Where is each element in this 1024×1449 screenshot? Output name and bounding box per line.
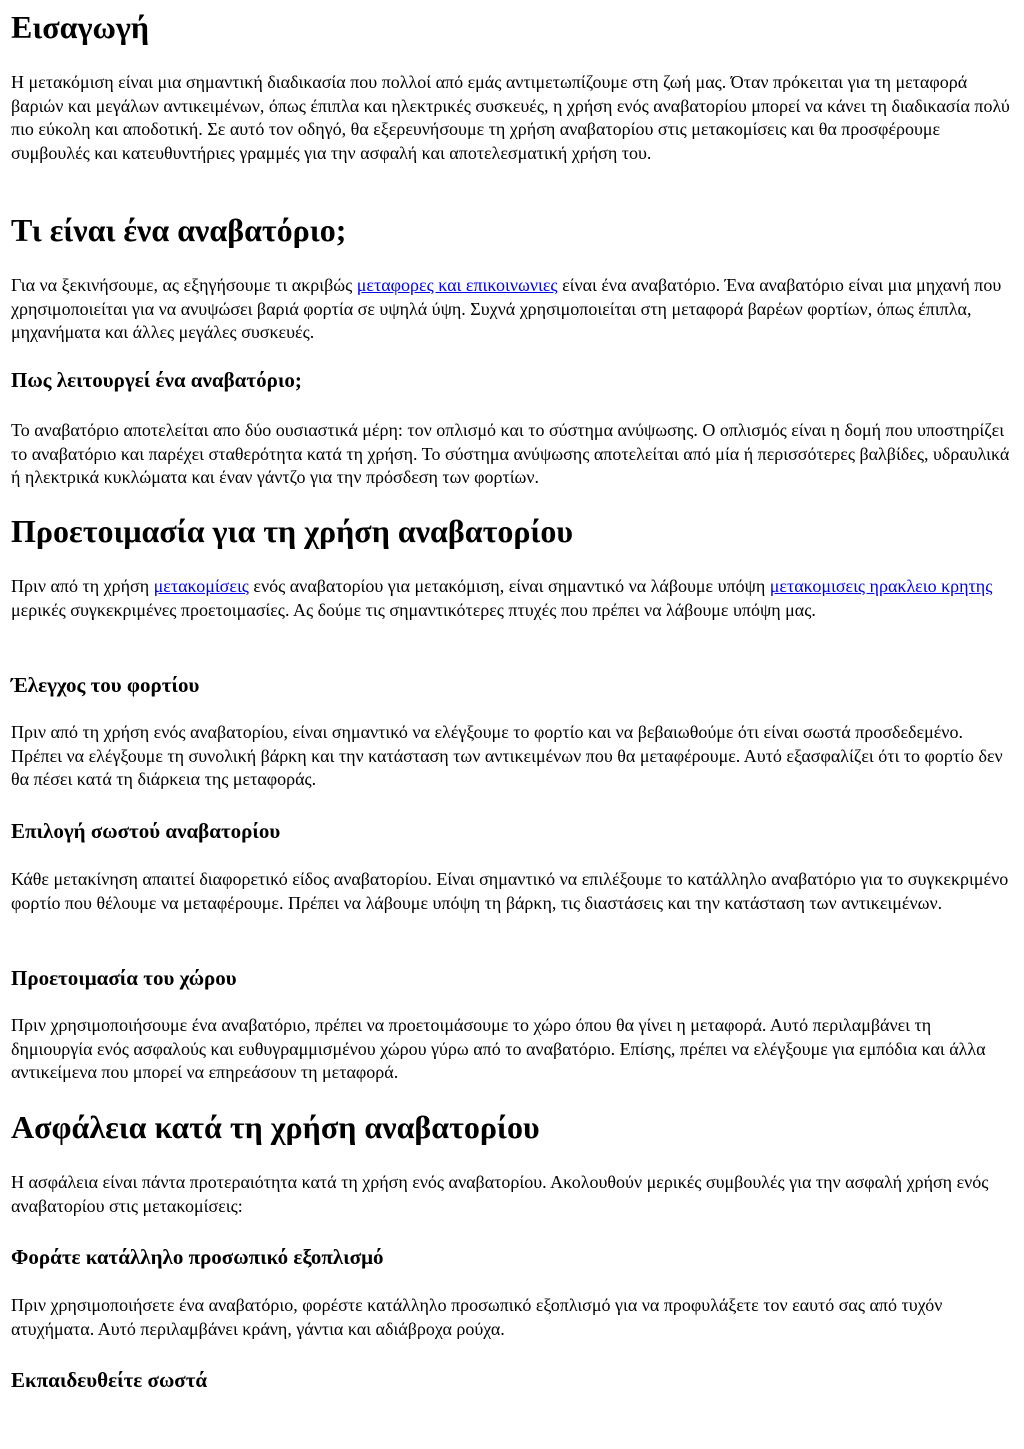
paragraph-text: Πριν από τη χρήση [11, 576, 154, 596]
paragraph-text: μερικές συγκεκριμένες προετοιμασίες. Ας δούμε τις σημαντικότερες πτυχές που πρέπει να λάβουμε υπόψη μας. [11, 599, 816, 620]
link-moves-heraklion-crete[interactable]: μετακομισεις ηρακλειο κρητης [769, 576, 993, 596]
paragraph-lift-choice: Κάθε μετακίνηση απαιτεί διαφορετικό είδος αναβατορίου. Είναι σημαντικό να επιλέξουμε το κατάλληλο αναβατόριο για το συγκεκριμένο φορτίο που θέλουμε να μεταφέρουμε. Πρέπει να λάβουμε υπόψη τη βάρκη, τις διαστάσεις και την κατάσταση των αντικειμένων. [11, 869, 1009, 913]
paragraph-protective-equipment: Πριν χρησιμοποιήσετε ένα αναβατόριο, φορέστε κατάλληλο προσωπικό εξοπλισμό για να προφυλάξετε τον εαυτό σας από τυχόν ατυχήματα. Αυτό περιλαμβάνει κράνη, γάντια και αδιάβροχα ρούχα. [11, 1295, 943, 1339]
paragraph-what-is-lift [11, 274, 1014, 345]
heading-load-check: Έλεγχος του φορτίου [11, 673, 200, 697]
paragraph-text: είναι ένα αναβατόριο. Ένα αναβατόριο είναι μια μηχανή που χρησιμοποιείται για να ανυψώσει βαριά φορτία σε υψηλά ύψη. Συχνά χρησιμοποιείται στη μεταφορά βαρέων φορτίων, όπως έπιπλα, μηχανήματα και άλλες μεγάλες συσκευές. [11, 275, 1002, 342]
link-moves[interactable]: μετακομίσεις [153, 576, 249, 596]
heading-space-preparation: Προετοιμασία του χώρου [11, 966, 237, 990]
heading-protective-equipment: Φοράτε κατάλληλο προσωπικό εξοπλισμό [11, 1245, 384, 1269]
paragraph-safety: Η ασφάλεια είναι πάντα προτεραιότητα κατά τη χρήση ενός αναβατορίου. Ακολουθούν μερικές συμβουλές για την ασφαλή χρήση ενός αναβατορίου στις μετακομίσεις: [11, 1172, 989, 1216]
paragraph-text: Για να ξεκινήσουμε, ας εξηγήσουμε τι ακριβώς [11, 275, 357, 295]
link-transport-communications[interactable]: μεταφορες και επικοινωνιες [356, 275, 558, 295]
heading-how-it-works: Πως λειτουργεί ένα αναβατόριο; [11, 368, 302, 392]
heading-introduction: Εισαγωγή [11, 9, 150, 45]
heading-training: Εκπαιδευθείτε σωστά [11, 1368, 208, 1392]
heading-preparation: Προετοιμασία για τη χρήση αναβατορίου [11, 513, 574, 549]
heading-lift-choice: Επιλογή σωστού αναβατορίου [11, 819, 281, 843]
paragraph-preparation [11, 575, 1014, 622]
heading-safety: Ασφάλεια κατά τη χρήση αναβατορίου [11, 1109, 540, 1145]
heading-what-is-lift: Τι είναι ένα αναβατόριο; [11, 212, 347, 248]
paragraph-how-it-works: Το αναβατόριο αποτελείται απο δύο ουσιαστικά μέρη: τον οπλισμό και το σύστημα ανύψωσης. Ο οπλισμός είναι η δομή που υποστηρίζει το αναβατόριο και παρέχει σταθερότητα κατά τη χρήση. Το σύστημα ανύψωσης αποτελείται από μία ή περισσότερες βαλβίδες, υδραυλικά ή ηλεκτρικά κυκλώματα και έναν γάντζο για την πρόσδεση των φορτίων. [11, 420, 1010, 487]
paragraph-space-preparation: Πριν χρησιμοποιήσουμε ένα αναβατόριο, πρέπει να προετοιμάσουμε το χώρο όπου θα γίνει η μεταφορά. Αυτό περιλαμβάνει τη δημιουργία ενός ασφαλούς και ευθυγραμμισμένου χώρου γύρω από το αναβατόριο. Επίσης, πρέπει να ελέγξουμε για εμπόδια και άλλα αντικείμενα που μπορεί να επηρεάσουν τη μεταφορά. [11, 1015, 986, 1082]
paragraph-load-check: Πριν από τη χρήση ενός αναβατορίου, είναι σημαντικό να ελέγξουμε το φορτίο και να βεβαιωθούμε ότι είναι σωστά προσδεδεμένο. Πρέπει να ελέγξουμε τη συνολική βάρκη και την κατάσταση των αντικειμένων που θα μεταφέρουμε. Αυτό εξασφαλίζει ότι το φορτίο δεν θα πέσει κατά τη διάρκεια της μεταφοράς. [11, 722, 1003, 789]
paragraph-text: ενός αναβατορίου για μετακόμιση, είναι σημαντικό να λάβουμε υπόψη [248, 576, 770, 596]
paragraph-introduction: Η μετακόμιση είναι μια σημαντική διαδικασία που πολλοί από εμάς αντιμετωπίζουμε στη ζωή μας. Όταν πρόκειται για τη μεταφορά βαριών και μεγάλων αντικειμένων, όπως έπιπλα και ηλεκτρικές συσκευές, η χρήση ενός αναβατορίου μπορεί να κάνει τη διαδικασία πολύ πιο εύκολη και αποδοτική. Σε αυτό τον οδηγό, θα εξερευνήσουμε τη χρήση αναβατορίου στις μετακομίσεις και θα προσφέρουμε συμβουλές και κατευθυντήριες γραμμές για την ασφαλή και αποτελεσματική χρήση του. [11, 72, 1010, 163]
